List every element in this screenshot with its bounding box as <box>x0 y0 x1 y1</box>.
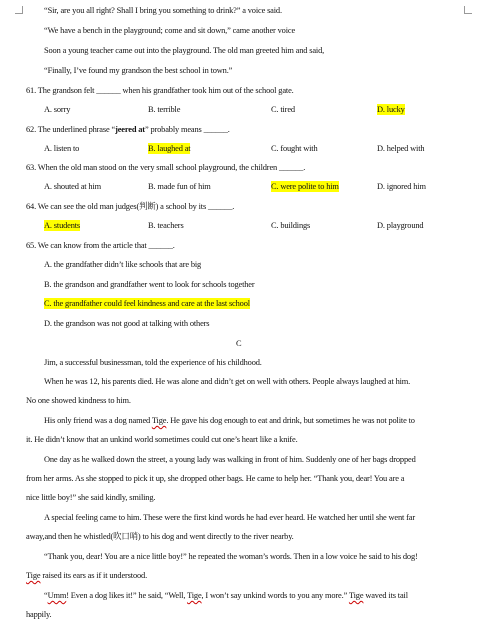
option: C. buildings <box>271 221 311 230</box>
passage-line: No one showed kindness to him. <box>26 396 131 405</box>
passage-line: nice little boy!” she said kindly, smiling. <box>26 493 156 502</box>
question-stem: 63. When the old man stood on the very small school playground, the children ______. <box>26 163 306 172</box>
section-heading: C <box>236 339 242 348</box>
stem-text: 62. The underlined phrase “ <box>26 125 116 134</box>
passage-line: away,and then he whistled(吹口哨) to his dog and went directly to the river nearby. <box>26 532 294 541</box>
passage-line: it. He didn’t know that an unkind world sometimes could cut one’s heart like a knife. <box>26 435 298 444</box>
interjection: Umm <box>47 591 67 600</box>
option: B. the grandson and grandfather went to look for schools together <box>44 280 255 289</box>
option: A. shouted at him <box>44 182 101 191</box>
passage-line <box>26 570 147 581</box>
option: A. the grandfather didn’t like schools that are big <box>44 260 202 269</box>
passage-line: “Thank you, dear! You are a nice little boy!” he repeated the woman’s words. Then in a low voice he said to his dog! <box>44 552 418 561</box>
option: D. helped with <box>377 144 425 153</box>
option: C. tired <box>271 105 295 114</box>
option: B. terrible <box>148 105 181 114</box>
option: C. fought with <box>271 144 318 153</box>
option-highlighted: C. the grandfather could feel kindness and care at the last school <box>44 299 250 308</box>
stem-text: ” probably means ______. <box>144 125 230 134</box>
passage-line <box>44 415 415 426</box>
passage-text: waved its tail <box>363 591 408 600</box>
option-highlighted: D. lucky <box>377 105 405 114</box>
passage-line <box>44 590 408 601</box>
passage-text: , I won’t say unkind words to you any more.” <box>201 591 349 600</box>
passage-line: happily. <box>26 610 52 619</box>
passage-line: When he was 12, his parents died. He was alone and didn’t get on well with others. People always laughed at him. <box>44 377 411 386</box>
question-stem: 64. We can see the old man judges(判断) a school by its ______. <box>26 202 235 211</box>
passage-text: ! Even a dog likes it!” he said, “Well, <box>66 591 188 600</box>
option: A. sorry <box>44 105 71 114</box>
passage-text: His only friend was a dog named <box>44 416 152 425</box>
passage-text: “ <box>44 591 48 600</box>
dog-name: Tige <box>26 571 41 580</box>
passage-text: . He gave his dog enough to eat and drink, but sometimes he was not polite to <box>166 416 415 425</box>
passage-line: Jim, a successful businessman, told the experience of his childhood. <box>44 358 262 367</box>
passage-line: “We have a bench in the playground; come and sit down,” came another voice <box>44 26 296 35</box>
passage-line: Soon a young teacher came out into the playground. The old man greeted him and said, <box>44 46 325 55</box>
option-highlighted: B. laughed at <box>148 144 191 153</box>
option: D. the grandson was not good at talking with others <box>44 319 210 328</box>
option-highlighted: C. were polite to him <box>271 182 339 191</box>
passage-text: raised its ears as if it understood. <box>42 571 148 580</box>
passage-line: One day as he walked down the street, a young lady was walking in front of him. Suddenly one of her bags dropped <box>44 455 416 464</box>
dog-name: Tige <box>348 591 364 600</box>
passage-line: “Finally, I’ve found my grandson the best school in town.” <box>44 66 233 75</box>
option: D. ignored him <box>377 182 426 191</box>
passage-line: “Sir, are you all right? Shall I bring you something to drink?” a voice said. <box>44 6 282 15</box>
page-corner-mark <box>15 6 23 14</box>
passage-line: from her arms. As she stopped to pick it up, she dropped other bags. He came to help her. “Thank you, dear! You are a <box>26 474 405 483</box>
passage-line: A special feeling came to him. These were the first kind words he had ever heard. He watched her until she went far <box>44 513 415 522</box>
question-stem: 61. The grandson felt ______ when his grandfather took him out of the school gate. <box>26 86 294 95</box>
underlined-phrase: jeered at <box>115 125 145 134</box>
dog-name: Tige <box>151 416 167 425</box>
question-stem <box>26 124 230 135</box>
option: D. playground <box>377 221 424 230</box>
option: B. teachers <box>148 221 184 230</box>
option: B. made fun of him <box>148 182 211 191</box>
page-corner-mark <box>464 6 472 14</box>
dog-name: Tige <box>187 591 202 600</box>
option: A. listen to <box>44 144 80 153</box>
question-stem: 65. We can know from the article that ______. <box>26 241 175 250</box>
option-highlighted: A. students <box>44 221 81 230</box>
